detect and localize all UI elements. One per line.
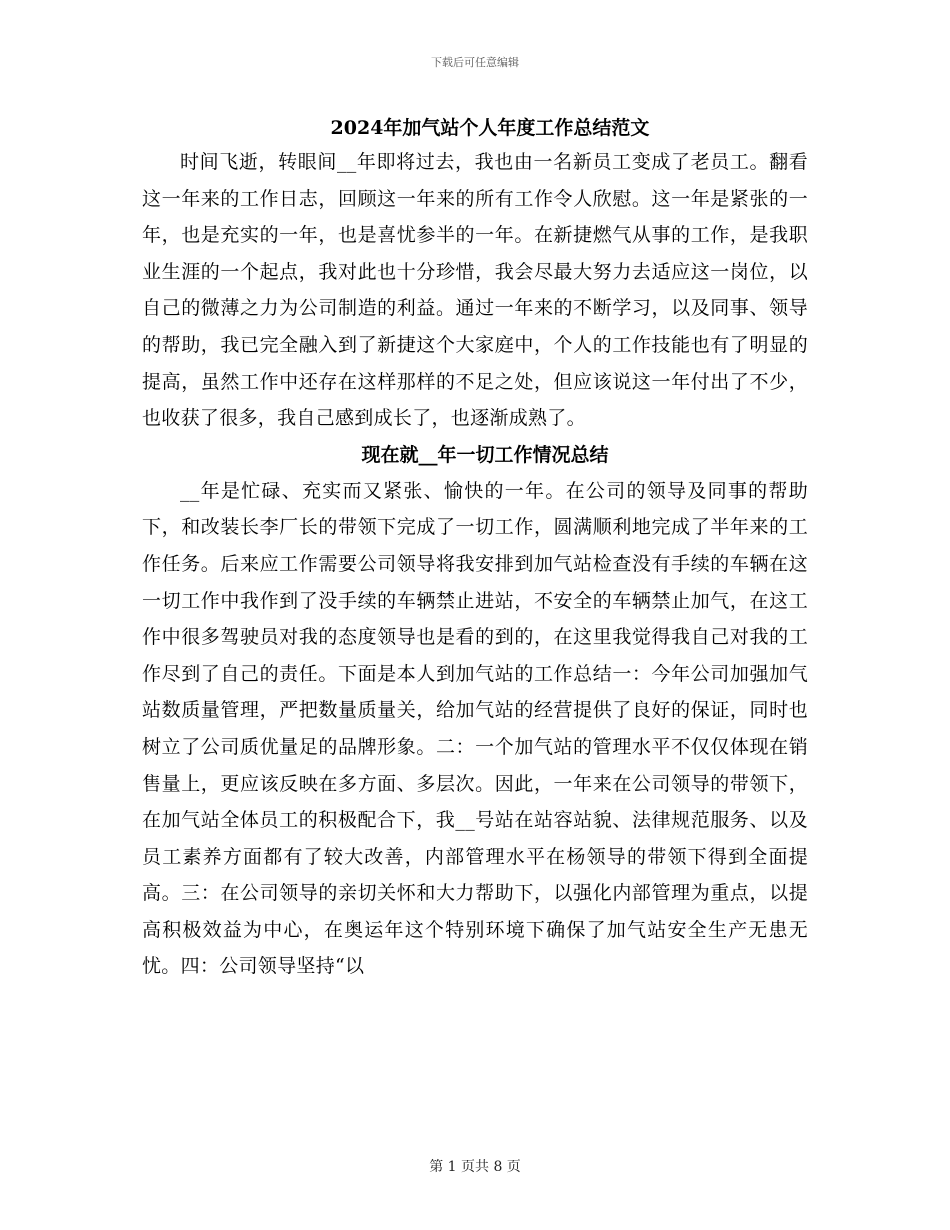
paragraph-intro: 时间飞逝，转眼间__年即将过去，我也由一名新员工变成了老员工。翻看这一年来的工作日志，回顾这一年来的所有工作令人欣慰。这一年是紧张的一年，也是充实的一年，也是喜忧参半的一年。在新捷燃气从事的工作，是我职业生涯的一个起点，我对此也十分珍惜，我会尽最大努力去适应这一岗位，以自己的微薄之力为公司制造的利益。通过一年来的不断学习，以及同事、领导的帮助，我已完全融入到了新捷这个大家庭中，个人的工作技能也有了明显的提高，虽然工作中还存在这样那样的不足之处，但应该说这一年付出了不少，也收获了很多，我自己感到成长了，也逐渐成熟了。 — [142, 151, 808, 430]
paragraph-summary: __年是忙碌、充实而又紧张、愉快的一年。在公司的领导及同事的帮助下，和改装长李厂长的带领下完成了一切工作，圆满顺利地完成了半年来的工作任务。后来应工作需要公司领导将我安排到加气站检查没有手续的车辆在这一切工作中我作到了没手续的车辆禁止进站，不安全的车辆禁止加气，在这工作中很多驾驶员对我的态度领导也是看的到的，在这里我觉得我自己对我的工作尽到了自己的责任。下面是本人到加气站的工作总结一：今年公司加强加气站数质量管理，严把数量质量关，给加气站的经营提供了良好的保证，同时也树立了公司质优量足的品牌形象。二：一个加气站的管理水平不仅仅体现在销售量上，更应该反映在多方面、多层次。因此，一年来在公司领导的带领下，在加气站全体员工的积极配合下，我__号站在站容站貌、法律规范服务、以及员工素养方面都有了较大改善，内部管理水平在杨领导的带领下得到全面提高。三：在公司领导的亲切关怀和大力帮助下，以强化内部管理为重点，以提高积极效益为中心，在奥运年这个特别环境下确保了加气站安全生产无患无忧。四：公司领导坚持“以 — [142, 479, 808, 978]
header-note: 下载后可任意编辑 — [431, 56, 519, 69]
document-title: 2024年加气站个人年度工作总结范文 — [330, 117, 650, 139]
section-title: 现在就__年一切工作情况总结 — [361, 443, 609, 466]
document-body — [142, 112, 808, 985]
page-number: 第 1 页共 8 页 — [429, 1159, 521, 1175]
